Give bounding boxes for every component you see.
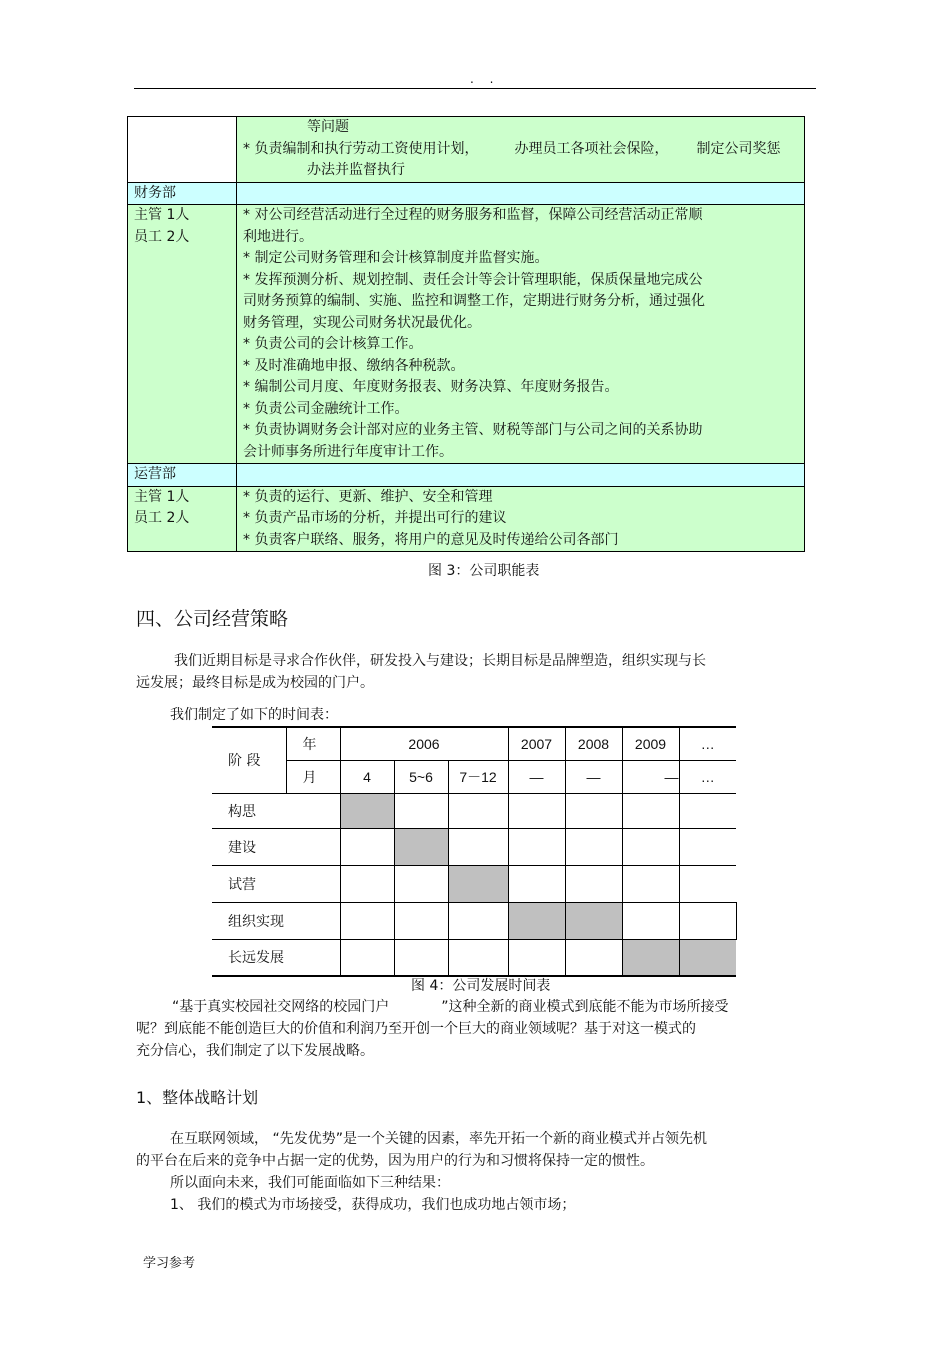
duty-line: * 负责客户联络、服务，将用户的意见及时传递给公司各部门 <box>243 531 619 548</box>
year-cell: … <box>679 727 736 760</box>
duty-line: * 负责的运行、更新、维护、安全和管理 <box>243 488 493 505</box>
duty-line: 利地进行。 <box>243 228 313 245</box>
paragraph-line: 充分信心，我们制定了以下发展战略。 <box>136 1043 374 1059</box>
duty-line: * 负责协调财务会计部对应的业务主管、财税等部门与公司之间的关系协助 <box>243 422 703 438</box>
timeline-filled-cell <box>679 939 736 976</box>
duty-line: * 制定公司财务管理和会计核算制度并监督实施。 <box>243 250 549 266</box>
timeline-table <box>212 726 737 977</box>
figure-caption: 图 4：公司发展时间表 <box>411 978 551 994</box>
staff-line: 主管 1人 <box>134 488 190 505</box>
timeline-cell <box>394 902 448 939</box>
table-row <box>128 464 805 487</box>
timeline-cell <box>622 793 679 828</box>
stage-label: 建设 <box>212 828 340 865</box>
table-row <box>212 727 736 760</box>
section-heading: 四、公司经营策略 <box>136 608 289 630</box>
timeline-cell <box>448 793 508 828</box>
timeline-cell <box>394 865 448 902</box>
duty-line: 办法并监督执行 <box>307 162 405 178</box>
dept-spacer <box>237 182 805 205</box>
subsection-heading: 1、整体战略计划 <box>136 1088 259 1107</box>
paragraph-part: ”这种全新的商业模式到底能不能为市场所接受 <box>441 999 729 1015</box>
duties-cell <box>237 486 805 552</box>
staff-line: 员工 2人 <box>134 228 190 245</box>
month-cell: — <box>508 760 565 793</box>
timeline-cell <box>448 902 508 939</box>
duty-line: * 发挥预测分析、规划控制、责任会计等会计管理职能，保质保量地完成公 <box>243 271 703 288</box>
duty-line: * 及时准确地申报、缴纳各种税款。 <box>243 357 465 374</box>
table-row <box>212 793 736 828</box>
year-cell: 2008 <box>565 727 622 760</box>
timeline-filled-cell <box>622 939 679 976</box>
timeline-cell <box>622 828 679 865</box>
month-cell: 7－12 <box>448 760 508 793</box>
timeline-cell <box>565 939 622 976</box>
stage-label: 构思 <box>212 793 340 828</box>
footer-text: 学习参考 <box>143 1256 196 1271</box>
table-row <box>212 760 736 793</box>
duty-line: 财务管理，实现公司财务状况最优化。 <box>243 314 481 331</box>
timeline-filled-cell <box>508 902 565 939</box>
timeline-cell <box>340 828 394 865</box>
paragraph-line: 我们制定了如下的时间表： <box>170 707 338 723</box>
timeline-filled-cell <box>565 902 622 939</box>
timeline-filled-cell <box>394 828 448 865</box>
dept-spacer <box>237 464 805 487</box>
paragraph-line: 在互联网领域， “先发优势”是一个关键的因素，率先开拓一个新的商业模式并占领先机 <box>170 1131 707 1147</box>
timeline-body <box>212 793 736 976</box>
staff-line: 员工 2人 <box>134 510 190 526</box>
stage-label: 试营 <box>212 865 340 902</box>
duty-line <box>243 139 798 161</box>
duty-line: * 编制公司月度、年度财务报表、财务决算、年度财务报告。 <box>243 379 619 395</box>
header-rule <box>134 88 816 89</box>
table-row <box>212 902 736 939</box>
timeline-cell <box>565 865 622 902</box>
month-cell: 5~6 <box>394 760 448 793</box>
timeline-cell <box>340 939 394 976</box>
timeline-cell <box>679 793 736 828</box>
table-row <box>128 182 805 205</box>
table-row <box>128 486 805 552</box>
timeline-cell <box>448 828 508 865</box>
timeline-cell <box>679 902 736 939</box>
timeline-cell <box>508 793 565 828</box>
header-dots: . . <box>470 72 500 86</box>
duties-cell-continued <box>237 117 805 183</box>
staff-cell <box>128 205 237 464</box>
year-cell: 2007 <box>508 727 565 760</box>
table-row <box>212 939 736 976</box>
staff-line: 主管 1人 <box>134 207 190 223</box>
paragraph-line: 所以面向未来，我们可能面临如下三种结果： <box>170 1175 450 1191</box>
timeline-cell <box>508 865 565 902</box>
duty-line-part: 办理员工各项社会保险， <box>514 140 669 157</box>
month-cell: … <box>679 760 736 793</box>
paragraph-part: “基于真实校园社交网络的校园门户 <box>172 999 390 1015</box>
table-row <box>128 117 805 183</box>
timeline-cell <box>565 828 622 865</box>
duty-line: 会计师事务所进行年度审计工作。 <box>243 443 453 460</box>
timeline-filled-cell <box>340 793 394 828</box>
duties-cell <box>237 205 805 464</box>
dept-name: 运营部 <box>128 464 237 487</box>
duty-line: 司财务预算的编制、实施、监控和调整工作，定期进行财务分析，通过强化 <box>243 293 705 309</box>
timeline-cell <box>622 902 679 939</box>
month-header: 月 <box>286 760 340 793</box>
month-cell: — <box>622 760 679 793</box>
year-cell: 2009 <box>622 727 679 760</box>
timeline-cell <box>448 939 508 976</box>
paragraph-line: 呢？到底能不能创造巨大的价值和利润乃至开创一个巨大的商业领域呢？基于对这一模式的 <box>136 1021 696 1037</box>
paragraph-line: 1、 我们的模式为市场接受，获得成功，我们也成功地占领市场； <box>170 1197 576 1213</box>
duty-line: 等问题 <box>307 119 349 135</box>
timeline-cell <box>340 865 394 902</box>
figure-caption: 图 3：公司职能表 <box>428 563 540 579</box>
table-row <box>212 828 736 865</box>
duty-line-part: 制定公司奖惩 <box>696 140 781 157</box>
table-row <box>128 205 805 464</box>
paragraph-line: 我们近期目标是寻求合作伙伴，研发投入与建设；长期目标是品牌塑造，组织实现与长 <box>174 653 706 669</box>
timeline-cell <box>394 793 448 828</box>
stage-label: 长远发展 <box>212 939 340 976</box>
timeline-cell <box>622 865 679 902</box>
dept-name: 财务部 <box>128 182 237 205</box>
duty-line-part: * 负责编制和执行劳动工资使用计划， <box>243 140 479 157</box>
month-cell: 4 <box>340 760 394 793</box>
duty-line: * 负责产品市场的分析，并提出可行的建议 <box>243 510 507 526</box>
year-cell: 2006 <box>340 727 508 760</box>
timeline-cell <box>565 793 622 828</box>
timeline-filled-cell <box>448 865 508 902</box>
timeline-cell <box>394 939 448 976</box>
timeline-cell <box>679 865 736 902</box>
year-header: 年 <box>286 727 340 760</box>
stage-label: 组织实现 <box>212 902 340 939</box>
paragraph-line: 远发展；最终目标是成为校园的门户。 <box>136 675 374 691</box>
duty-line: * 对公司经营活动进行全过程的财务服务和监督，保障公司经营活动正常顺 <box>243 207 703 223</box>
timeline-cell <box>508 828 565 865</box>
duty-line: * 负责公司金融统计工作。 <box>243 400 409 417</box>
month-cell: — <box>565 760 622 793</box>
paragraph-line <box>172 996 729 1018</box>
table-cell-empty <box>128 117 237 183</box>
timeline-cell <box>679 828 736 865</box>
timeline-cell <box>340 902 394 939</box>
stage-header: 阶 段 <box>212 727 286 793</box>
timeline-cell <box>508 939 565 976</box>
duty-line: * 负责公司的会计核算工作。 <box>243 336 423 352</box>
table-row <box>212 865 736 902</box>
paragraph-line: 的平台在后来的竞争中占据一定的优势，因为用户的行为和习惯将保持一定的惯性。 <box>136 1153 654 1169</box>
function-table <box>127 116 805 552</box>
staff-cell <box>128 486 237 552</box>
